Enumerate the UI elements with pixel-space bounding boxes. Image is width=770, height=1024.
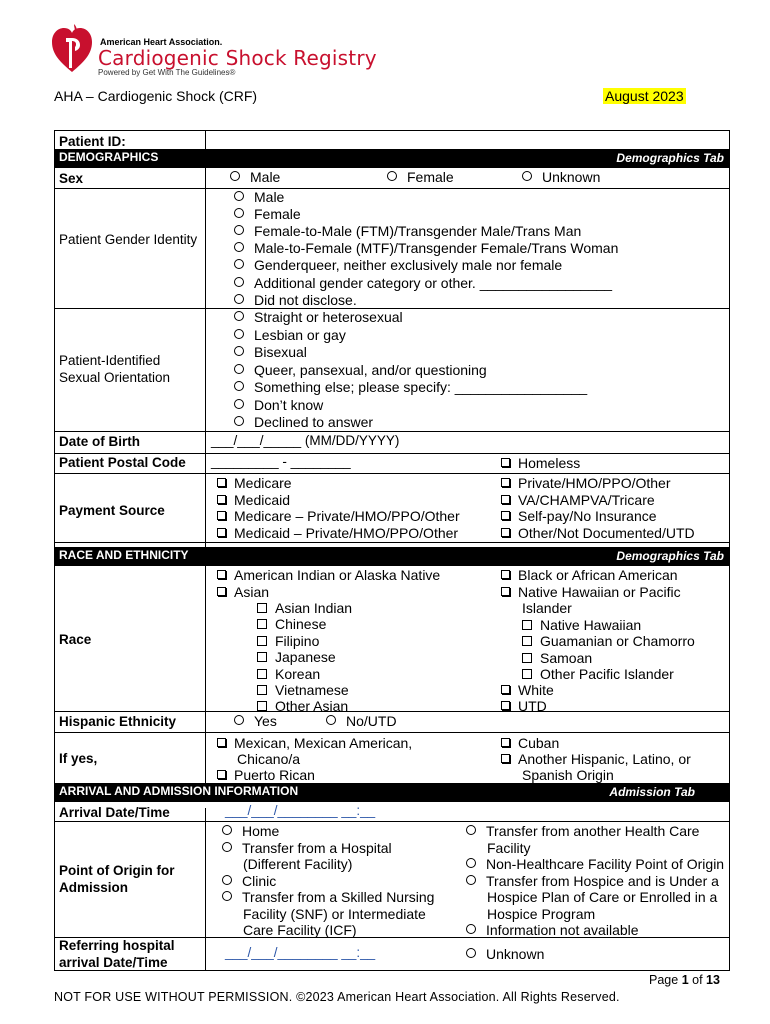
section-arrival-admission (55, 783, 729, 802)
orientation-option[interactable]: Queer, pansexual, and/or questioning (233, 362, 487, 378)
origin-option[interactable]: Transfer from another Health Care (465, 823, 699, 839)
checkbox-icon (501, 528, 510, 537)
asian-subgroup-option[interactable]: Korean (257, 666, 320, 682)
radio-icon (222, 891, 232, 901)
checkbox-icon (257, 701, 267, 711)
checkbox-icon (501, 478, 510, 487)
form-title: AHA – Cardiogenic Shock (CRF) (54, 88, 258, 104)
origin-option[interactable]: Non-Healthcare Facility Point of Origin (465, 856, 724, 872)
arrival-datetime-label: Arrival Date/Time (59, 805, 170, 820)
checkbox-icon (217, 495, 226, 504)
radio-icon (466, 948, 476, 958)
sex-option-unknown[interactable]: Unknown (521, 169, 600, 185)
checkbox-icon (257, 619, 267, 629)
dob-field[interactable]: ___/___/_____ (MM/DD/YYYY) (211, 433, 400, 448)
gender-option[interactable]: Genderqueer, neither exclusively male nor female (233, 257, 562, 273)
hispanic-option-no[interactable]: No/UTD (325, 713, 397, 729)
origin-option[interactable]: Information not available (465, 922, 639, 938)
orientation-option[interactable]: Something else; please specify: _________________ (233, 379, 587, 395)
radio-icon (234, 208, 244, 218)
form-date: August 2023 (605, 88, 684, 104)
section-title: ARRIVAL AND ADMISSION INFORMATION (59, 784, 299, 798)
if-yes-label: If yes, (59, 751, 98, 766)
orientation-option[interactable]: Straight or heterosexual (233, 309, 403, 325)
payment-option[interactable]: Private/HMO/PPO/Other (501, 475, 670, 491)
race-option-utd[interactable]: UTD (501, 698, 547, 714)
race-option-white[interactable]: White (501, 682, 554, 698)
radio-icon (234, 329, 244, 339)
orientation-option[interactable]: Declined to answer (233, 414, 373, 430)
asian-subgroup-option[interactable]: Vietnamese (257, 682, 349, 698)
copyright-notice: NOT FOR USE WITHOUT PERMISSION. ©2023 American Heart Association. All Rights Reserved. (54, 990, 620, 1004)
radio-icon (466, 858, 476, 868)
orientation-option[interactable]: Bisexual (233, 344, 307, 360)
referring-arrival-field[interactable]: ___/___/________ __:__ (225, 945, 376, 960)
referring-arrival-label: Referring hospital arrival Date/Time (59, 938, 175, 970)
hispanic-origin-continuation: Chicano/a (237, 751, 301, 767)
checkbox-icon (217, 528, 226, 537)
section-demographics (55, 149, 729, 168)
checkbox-icon (217, 770, 226, 779)
referring-unknown-option[interactable]: Unknown (465, 946, 544, 962)
checkbox-icon (257, 685, 267, 695)
pacific-subgroup-option[interactable]: Samoan (522, 650, 592, 666)
origin-option-continuation: (Different Facility) (243, 856, 353, 872)
gender-option[interactable]: Male (233, 189, 284, 205)
section-tab-ref: Admission Tab (609, 785, 695, 799)
hispanic-origin-option[interactable]: Cuban (501, 735, 559, 751)
radio-icon (466, 875, 476, 885)
radio-icon (222, 825, 232, 835)
hispanic-origin-option[interactable]: Puerto Rican (217, 767, 315, 783)
origin-option-continuation: Hospice Plan of Care or Enrolled in a (487, 889, 718, 905)
radio-icon (234, 242, 244, 252)
radio-icon (387, 171, 397, 181)
section-title: RACE AND ETHNICITY (59, 548, 189, 562)
radio-icon (234, 381, 244, 391)
payment-option[interactable]: Medicaid – Private/HMO/PPO/Other (217, 525, 458, 541)
checkbox-icon (217, 738, 226, 747)
sex-option-male[interactable]: Male (229, 169, 280, 185)
gender-option[interactable]: Additional gender category or other. _________________ (233, 275, 612, 291)
hispanic-option-yes[interactable]: Yes (233, 713, 277, 729)
pacific-subgroup-option[interactable]: Other Pacific Islander (522, 666, 674, 682)
radio-icon (222, 842, 232, 852)
dob-label: Date of Birth (59, 434, 140, 449)
origin-option[interactable]: Transfer from Hospice and is Under a (465, 873, 719, 889)
radio-icon (234, 294, 244, 304)
origin-option[interactable]: Home (221, 823, 279, 839)
radio-icon (234, 364, 244, 374)
asian-subgroup-option[interactable]: Other Asian (257, 698, 348, 714)
hispanic-origin-option[interactable]: Mexican, Mexican American, (217, 735, 412, 751)
payment-option[interactable]: Self-pay/No Insurance (501, 508, 657, 524)
asian-subgroup-option[interactable]: Asian Indian (257, 600, 352, 616)
radio-icon (234, 715, 244, 725)
checkbox-icon (522, 669, 532, 679)
checkbox-icon (217, 570, 226, 579)
patient-id-label: Patient ID: (59, 134, 126, 149)
checkbox-icon (501, 738, 510, 747)
checkbox-icon (257, 636, 267, 646)
postal-code-label: Patient Postal Code (59, 455, 186, 470)
radio-icon (522, 171, 532, 181)
checkbox-icon (501, 511, 510, 520)
checkbox-icon (257, 603, 267, 613)
checkbox-icon (522, 636, 532, 646)
arrival-datetime-field[interactable]: ___/___/________ __:__ (225, 803, 376, 818)
gender-identity-label: Patient Gender Identity (59, 232, 198, 247)
orientation-option[interactable]: Lesbian or gay (233, 327, 346, 343)
section-tab-ref: Demographics Tab (616, 549, 724, 563)
checkbox-icon (501, 754, 510, 763)
payment-option[interactable]: VA/CHAMPVA/Tricare (501, 492, 655, 508)
asian-subgroup-option[interactable]: Filipino (257, 633, 319, 649)
checkbox-icon (501, 458, 510, 467)
pacific-subgroup-option[interactable]: Native Hawaiian (522, 617, 641, 633)
race-option[interactable]: Native Hawaiian or Pacific (501, 584, 681, 600)
radio-icon (234, 225, 244, 235)
radio-icon (466, 825, 476, 835)
origin-option[interactable]: Transfer from a Skilled Nursing (221, 889, 434, 905)
checkbox-icon (501, 570, 510, 579)
origin-option-continuation: Care Facility (ICF) (243, 922, 357, 938)
logo-registry-name: Cardiogenic Shock Registry (98, 46, 377, 70)
race-option-continuation: Islander (522, 600, 572, 616)
origin-option[interactable]: Transfer from a Hospital (221, 840, 392, 856)
postal-code-field[interactable]: _________ - ________ (211, 454, 351, 469)
patient-id-field[interactable] (207, 131, 729, 149)
section-race-ethnicity (55, 547, 729, 566)
gender-option[interactable]: Did not disclose. (233, 292, 357, 308)
radio-icon (234, 191, 244, 201)
hispanic-origin-continuation: Spanish Origin (522, 767, 614, 783)
radio-icon (234, 277, 244, 287)
heart-torch-icon (50, 18, 94, 76)
payment-source-label: Payment Source (59, 503, 165, 518)
asian-subgroup-option[interactable]: Chinese (257, 616, 326, 632)
radio-icon (234, 311, 244, 321)
sexual-orientation-label: Patient-Identified Sexual Orientation (59, 353, 171, 385)
checkbox-icon (217, 511, 226, 520)
checkbox-icon (522, 653, 532, 663)
page-number: Page 1 of 13 (649, 973, 720, 987)
sex-option-female[interactable]: Female (386, 169, 454, 185)
payment-option[interactable]: Other/Not Documented/UTD (501, 525, 695, 541)
radio-icon (230, 171, 240, 181)
gender-option[interactable]: Female (233, 206, 301, 222)
race-label: Race (59, 632, 92, 647)
radio-icon (466, 924, 476, 934)
checkbox-icon (217, 478, 226, 487)
homeless-checkbox[interactable]: Homeless (501, 455, 580, 471)
checkbox-icon (257, 652, 267, 662)
logo-org-name: American Heart Association. (100, 37, 223, 47)
checkbox-icon (501, 587, 510, 596)
checkbox-icon (257, 669, 267, 679)
hispanic-ethnicity-label: Hispanic Ethnicity (59, 714, 177, 729)
payment-option[interactable]: Medicare (217, 475, 292, 491)
checkbox-icon (522, 620, 532, 630)
race-option[interactable]: Black or African American (501, 567, 678, 583)
checkbox-icon (501, 685, 510, 694)
gender-option[interactable]: Female-to-Male (FTM)/Transgender Male/Trans Man (233, 223, 581, 239)
logo-tagline: Powered by Get With The Guidelines® (98, 68, 236, 77)
asian-subgroup-option[interactable]: Japanese (257, 649, 336, 665)
origin-option-continuation: Facility (487, 839, 531, 856)
checkbox-icon (501, 701, 510, 710)
origin-option[interactable]: Clinic (221, 873, 276, 889)
race-option[interactable]: Asian (217, 584, 269, 600)
gender-option[interactable]: Male-to-Female (MTF)/Transgender Female/Trans Woman (233, 240, 618, 256)
race-option[interactable]: American Indian or Alaska Native (217, 567, 440, 583)
radio-icon (234, 399, 244, 409)
aha-logo (50, 18, 94, 76)
payment-option[interactable]: Medicaid (217, 492, 290, 508)
point-of-origin-label: Point of Origin for Admission (59, 863, 175, 895)
radio-icon (222, 875, 232, 885)
radio-icon (234, 416, 244, 426)
radio-icon (326, 715, 336, 725)
payment-option[interactable]: Medicare – Private/HMO/PPO/Other (217, 508, 460, 524)
checkbox-icon (217, 587, 226, 596)
checkbox-icon (501, 495, 510, 504)
radio-icon (234, 346, 244, 356)
section-tab-ref: Demographics Tab (616, 151, 724, 165)
sex-label: Sex (59, 171, 84, 186)
radio-icon (234, 259, 244, 269)
orientation-option[interactable]: Don’t know (233, 397, 323, 413)
origin-option-continuation: Facility (SNF) or Intermediate (243, 905, 426, 922)
origin-option-continuation: Hospice Program (487, 905, 596, 922)
hispanic-origin-option[interactable]: Another Hispanic, Latino, or (501, 751, 691, 767)
pacific-subgroup-option[interactable]: Guamanian or Chamorro (522, 633, 695, 649)
section-title: DEMOGRAPHICS (59, 150, 159, 164)
crf-form-table (54, 130, 730, 971)
